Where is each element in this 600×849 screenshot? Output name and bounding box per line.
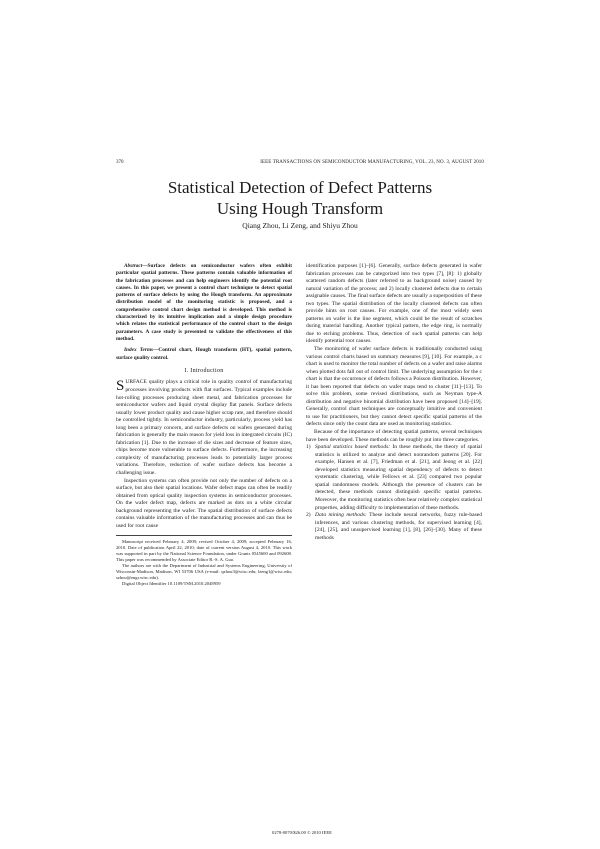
list-item-label: Spatial statistics based methods:	[315, 444, 391, 451]
abstract	[116, 263, 292, 343]
footnote-manuscript: Manuscript received February 4, 2009; revised October 4, 2009; accepted February 16, 2010. Date of publication April 22, 2010; date of current version August 4, 2010. This work was supported in part by the National Science Foundation, under Grants 0545600 and 092608. This paper was recommended by Associate Editor R.-S. A. Guo.	[116, 539, 292, 563]
footnote	[116, 535, 292, 587]
left-column	[116, 263, 292, 587]
authors: Qiang Zhou, Li Zeng, and Shiyu Zhou	[242, 221, 358, 230]
paper-title	[100, 177, 500, 219]
index-terms-text: Control chart, Hough transform (HT), spatial pattern, surface quality control.	[116, 347, 292, 361]
list-item-text: In these methods, the theory of spatial statistics is utilized to analyze and detect nonrandom patterns [20]. For example, Hansen et al. [7], Friedman et al. [21], and Jeong et al. [22] developed statistics measuring spatial dependency of defects to detect systematic clustering, while Fellows et al. [23] compared two popular spatial randomness models. Although the presence of clusters can be detected, these methods cannot distinguish specific spatial patterns. Moreover, the monitoring statistics often bear relatively complex statistical properties, adding difficulty to implementation of these methods.	[315, 444, 482, 511]
footnote-doi: Digital Object Identifier 10.1109/TSM.2010.2048959	[122, 581, 221, 587]
footnote-affiliation: The authors are with the Department of Industrial and Systems Engineering, University of Wisconsin-Madison, Madison, WI 53706 USA (e-mail: qzhou3@wisc.edu; lzeng1@wisc.edu; szhou@engr.wisc.edu).	[116, 563, 292, 581]
list-item-number: 2)	[306, 512, 311, 519]
list-item	[306, 512, 482, 542]
abstract-text: Surface defects on semiconductor wafers often exhibit particular spatial patterns. These patterns contain valuable information of the fabrication processes and can help engineers identify the potential root causes. In this paper, we present a control chart technique to detect spatial patterns of surface defects by using the Hough transform. An approximate distribution model of the monitoring statistic is proposed, and a comprehensive control chart design method is developed. This method is characterized by its intuitive implication and a simple design procedure which relates the statistical performance of the control chart to the design parameters. A case study is presented to validate the effectiveness of this method.	[116, 263, 292, 342]
list-item-text: These include neural networks, fuzzy rule-based inferences, and various clustering methods, for supervised learning [4], [24], [25], and unsupervised learning [1], [8], [26]–[30]. Many of these methods	[315, 512, 482, 541]
right-paragraph-3: Because of the importance of detecting spatial patterns, several techniques have been developed. These methods can be roughly put into three categories.	[306, 429, 482, 443]
index-terms-label: Index Terms—	[124, 347, 159, 354]
list-item-number: 1)	[306, 444, 311, 451]
right-paragraph-1: identification purposes [1]–[6]. Generally, surface defects generated in wafer fabrication processes can be categorized into two types [7], [8]: 1) globally scattered random defects (later referred to as background noise) caused by natural variation of the process; and 2) locally clustered defects due to certain assignable causes. The final surface defects are usually a superposition of these two types. The spatial distribution of the locally clustered defects can often provide hints on root causes. For example, one of the most widely seen patterns on wafer is the line segment, which could be the result of scratches during material handling. Another typical pattern, the edge ring, is normally due to etching problems. Thus, detection of such spatial patterns can help identify potential root causes.	[306, 263, 482, 345]
page-number: 370	[116, 160, 124, 165]
abstract-label: Abstract—	[124, 263, 148, 269]
intro-paragraph-2: Inspection systems can often provide not only the number of defects on a surface, but also their spatial locations. Wafer defect maps can often be readily obtained from optical quality inspection systems in semiconductor processes. On the wafer defect map, defects are marked as dots on a white circular background representing the wafer. The spatial distribution of surface defects contains valuable information of the manufacturing processes and can thus be used for root cause	[116, 477, 292, 529]
title-line-2: Using Hough Transform	[216, 199, 384, 218]
journal-header: IEEE TRANSACTIONS ON SEMICONDUCTOR MANUFACTURING, VOL. 23, NO. 3, AUGUST 2010	[260, 160, 484, 165]
index-terms	[116, 347, 292, 362]
list-item	[306, 444, 482, 512]
drop-cap: S	[116, 378, 125, 395]
intro-paragraph-1	[116, 379, 292, 477]
section-heading: I. Introduction	[184, 367, 224, 374]
title-line-1: Statistical Detection of Defect Patterns	[167, 178, 433, 197]
list-item-label: Data mining methods:	[315, 512, 367, 519]
category-list	[306, 444, 482, 542]
right-paragraph-2: The monitoring of wafer surface defects is traditionally conducted using various control charts based on summary measures [9], [10]. For example, a c chart is used to monitor the total number of defects on a wafer and raise alarms when plotted dots fall out of control limit. The underlying assumption for the c chart is that the occurrence of defects follows a Poisson distribution. However, it has been reported that defects on wafer maps tend to cluster [11]–[13]. To solve this problem, some revised distributions, such as Neyman type-A distribution and negative binomial distribution have been proposed [14]–[19]. Generally, control chart techniques are conceptually intuitive and convenient to use for practitioners, but they cannot detect specific spatial patterns of the defects since only the count data are used as monitoring statistics.	[306, 346, 482, 428]
copyright: 0278-0070/$26.00 © 2010 IEEE	[272, 830, 332, 835]
intro-text-1: URFACE quality plays a critical role in quality control of manufacturing processes involving products with flat surfaces. Typical examples include hot-rolling processes producing sheet metal, and fabrication processes for semiconductor wafers and liquid crystal display flat panels. Surface defects usually lower product quality and cause higher scrap rate, and therefore should be controlled tightly. In semiconductor industry, particularly, process yield has long been a primary concern, and surface defects on wafers generated during fabrication is generally the main reason for yield loss in integrated circuits (IC) fabrication [1]. Due to the increase of die sizes and decrease of feature sizes, chips become more vulnerable to surface defects. Furthermore, the increasing complexity of manufacturing processes leads to potentially larger process variations. Therefore, reduction of wafer surface defects has become a challenging issue.	[116, 379, 292, 476]
right-column	[306, 263, 482, 542]
